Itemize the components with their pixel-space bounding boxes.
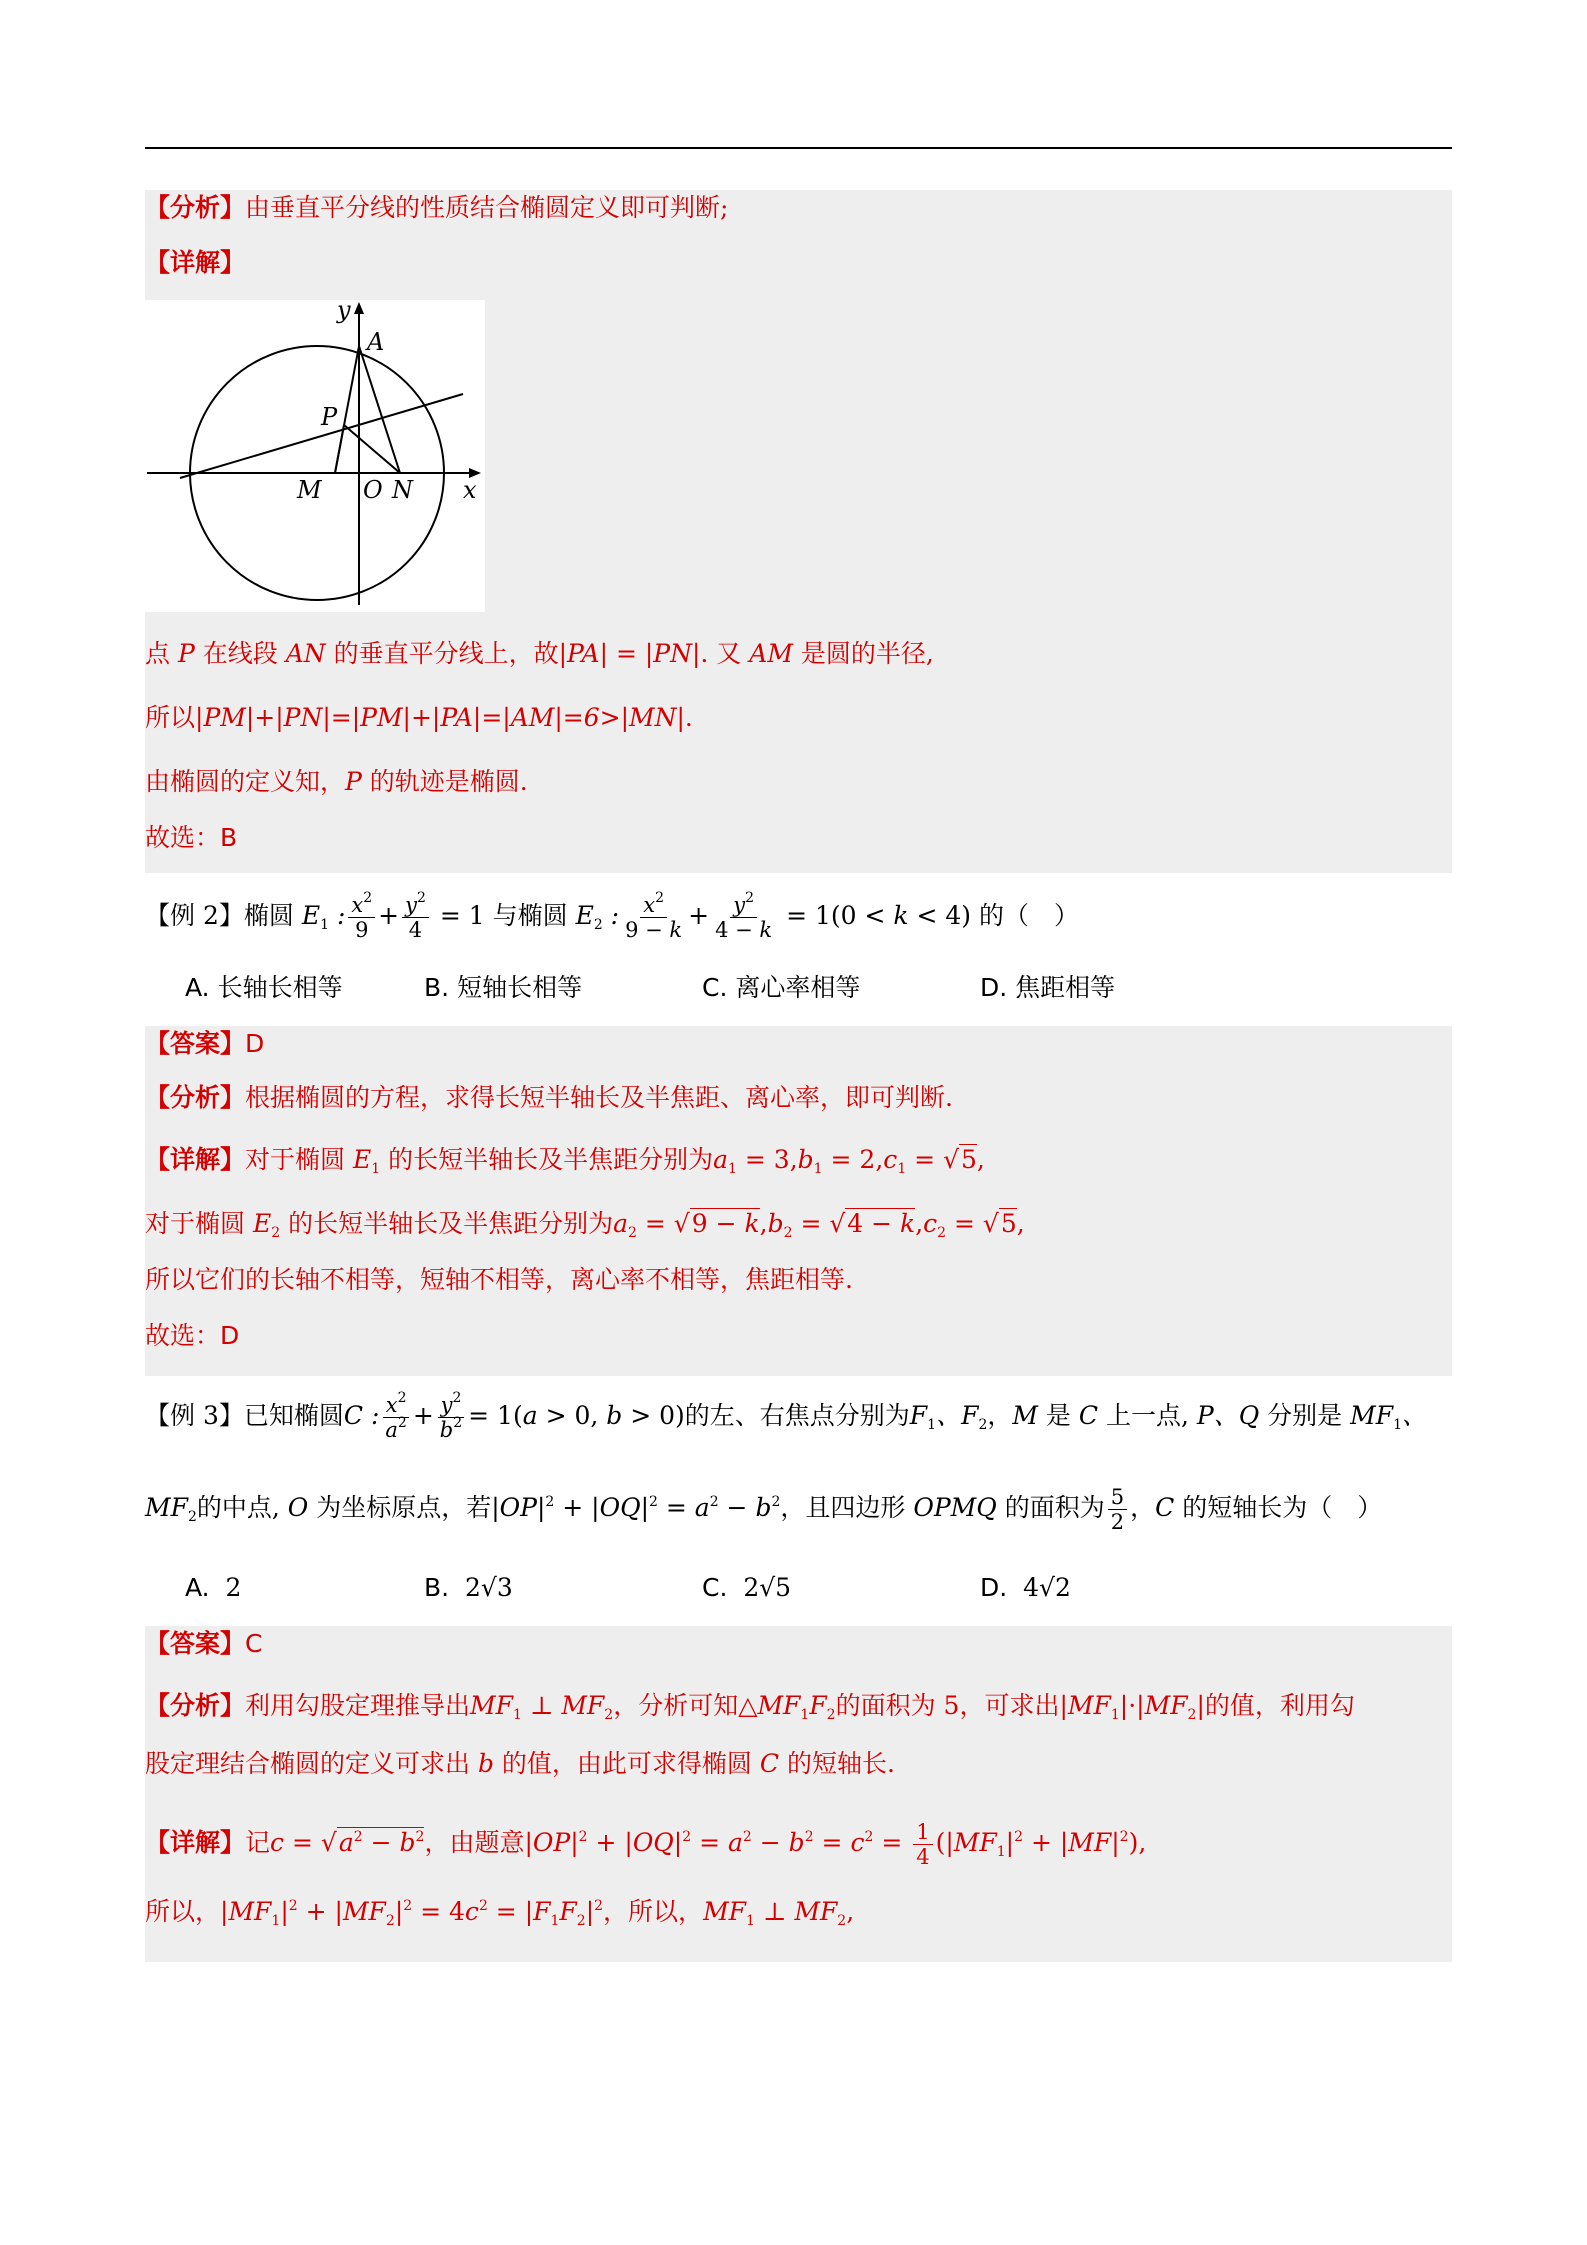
text: 与椭圆 [492,901,568,930]
text: 的短轴长为（ ） [1182,1493,1383,1522]
answer-line [145,1026,264,1062]
text: 的长短半轴长及半焦距分别为 [288,1209,614,1238]
detail-line-3 [145,764,528,800]
analysis-line-2: 股定理结合椭圆的定义可求出 b 的值，由此可求得椭圆 C 的短轴长. [145,1749,895,1778]
text: 已知椭圆 [243,1401,344,1430]
answer-value: C [245,1629,263,1658]
math: $a_2 = √9 - k,b_2 = √4 - k,c_2 = √5$ [613,1209,1017,1241]
option-text: 2 [225,1573,242,1602]
analysis-tag: 【分析】 [145,193,246,222]
choice: 故选：D [145,1321,240,1350]
option-key: A. [185,973,210,1002]
option-a [185,970,343,1006]
frac: $\frac{5}{2}$ [1108,1485,1127,1534]
text: 由椭圆的定义知， [145,767,346,796]
detail-line-2: 所以，$|MF_1|^2 + |MF_2|^2 = 4c^2 = |F_1F_2|^2$，所以，$MF_1$ ⊥ $MF_2$, [145,1897,855,1929]
text: 的面积为 [1004,1493,1105,1522]
option-a [185,1570,241,1606]
option-b [424,970,582,1006]
text: 的轨迹是椭圆. [369,767,528,796]
math: $|MF_1|\cdot|MF_2|$ [1059,1691,1205,1723]
math: $E_1$ [345,1145,381,1177]
detail-tag: 【详解】 [145,248,246,277]
option-d [980,1570,1071,1606]
math: $|OP|^2 + |OQ|^2 = a^2 - b^2$ [491,1493,781,1522]
frac: $\frac{1}{4}$ [913,1820,932,1869]
option-key: C. [702,1573,728,1602]
detail-line-3 [145,1262,853,1298]
label-y: y [337,300,351,324]
option-c [702,1570,791,1606]
text: 的中点, [196,1493,280,1522]
text: 股定理结合椭圆的定义可求出 [145,1749,471,1778]
label-o: O [363,476,383,504]
math: P [170,639,203,668]
text: 是 [1045,1401,1071,1430]
option-text: 2√5 [743,1573,792,1602]
option-c [702,970,860,1006]
text: 对于椭圆 [145,1209,246,1238]
example-3-question-line-1: 【例 3】已知椭圆C : $\frac{x^2}{a^2}$ + $\frac{y^2}{b^2}$ = 1(a > 0, b > 0)的左、右焦点分别为$F_1$、$F_2$，M 是 C 上一点, P、Q 分别是 $MF_1$、 [145,1390,1427,1442]
math: $MF_1$ ⊥ $MF_2$ [703,1897,847,1929]
option-text: 长轴长相等 [217,973,343,1002]
text: 的值，由此可求得椭圆 [501,1749,752,1778]
analysis-line [145,1080,953,1116]
text: . 又 [700,639,742,668]
text: 记 [245,1828,271,1857]
text: 在线段 [202,639,278,668]
text: ，由题意 [424,1828,525,1857]
frac: $\frac{x^2}{9}$ [348,893,375,942]
math: P [345,767,370,796]
label-x: x [463,476,477,504]
math: $(|MF_1|^2 + |MF|^2)$ [935,1828,1139,1860]
detail-line-1: 【详解】记$c = √a^2 - b^2$，由题意$|OP|^2 + |OQ|^2 = a^2 - b^2 = c^2$ = $\frac{1}{4}$ $(|MF_1|^2 + |MF|^2)$, [145,1820,1147,1869]
text: 点 [145,639,171,668]
math: AM [741,639,801,668]
answer-line [145,1626,262,1662]
choice-line [145,820,237,856]
ellipse-e2: $E_2$ : [575,901,620,933]
header-rule [145,147,1452,149]
choice-line [145,1318,239,1354]
example-2-tag: 【例 2】 [145,901,244,930]
text: 为坐标原点，若 [316,1493,492,1522]
analysis-line [145,190,728,226]
math: $MF_1$ ⊥ $MF_2$ [470,1691,614,1723]
detail-tag: 【详解】 [145,1828,246,1857]
text: ，可求出 [959,1691,1060,1720]
example-3-question-line-2: $MF_2$的中点, O 为坐标原点，若$|OP|^2 + |OQ|^2 = a^2 - b^2$，且四边形 OPMQ 的面积为 $\frac{5}{2}$ ，C 的短轴长为（ ） [145,1485,1383,1534]
ellipse-e1: $E_1$ : [301,901,346,933]
text: ，且四边形 [780,1493,906,1522]
solution-block-2 [145,1026,1452,1376]
detail-line-2 [145,700,693,736]
detail-line-1 [145,636,934,672]
text: ，分析可知 [613,1691,739,1720]
math: $|MF_1|^2 + |MF_2|^2 = 4c^2 = |F_1F_2|^2$ [220,1897,604,1929]
option-key: C. [702,973,728,1002]
math: $c = √a^2 - b^2$ [270,1828,425,1857]
analysis-line-1: 【分析】利用勾股定理推导出$MF_1$ ⊥ $MF_2$，分析可知$\triangle MF_1F_2$的面积为 5，可求出$|MF_1|\cdot|MF_2|$的值，利用勾 [145,1691,1355,1723]
frac: $\frac{y^2}{4}$ [402,893,429,942]
analysis-text: 由垂直平分线的性质结合椭圆定义即可判断; [245,193,729,222]
math: $MF_2$ [145,1493,197,1525]
text: 的垂直平分线上，故 [333,639,559,668]
option-text: 4√2 [1023,1573,1071,1602]
math: $a_1 = 3,b_1 = 2,c_1 = √5$ [713,1145,977,1177]
text: 所以， [145,1897,221,1926]
analysis-tag: 【分析】 [145,1691,246,1720]
circle-diagram [145,300,485,612]
text: 上一点, [1105,1401,1189,1430]
text: 所以它们的长轴不相等，短轴不相等，离心率不相等，焦距相等. [145,1265,853,1294]
detail-line-2: 对于椭圆 $E_2$ 的长短半轴长及半焦距分别为$a_2 = √9 - k,b_2 = √4 - k,c_2 = √5$, [145,1209,1025,1241]
option-text: 2√3 [465,1573,513,1602]
text: 所以 [145,703,196,732]
frac: $\frac{y^2}{b^2}$ [437,1393,465,1442]
frac: $\frac{y^2}{4 - k}$ [715,890,773,942]
example-2-question: 【例 2】椭圆 $E_1$ : $\frac{x^2}{9}$ + $\frac{y^2}{4}$ = 1 与椭圆 $E_2$ : $\frac{x^2}{9 - k}$ + $\frac{y^2}{4 - k}$ = 1(0 < k < 4) 的（ ） [145,890,1080,942]
geometry-figure [145,300,485,612]
option-text: 焦距相等 [1015,973,1116,1002]
detail-tag: 【详解】 [145,1145,246,1174]
option-d [980,970,1115,1006]
math: $|OP|^2 + |OQ|^2 = a^2 - b^2 = c^2$ = [524,1828,911,1857]
choice: 故选：B [145,823,238,852]
text: 椭圆 [243,901,294,930]
math: AN [277,639,334,668]
analysis-text: 根据椭圆的方程，求得长短半轴长及半焦距、离心率，即可判断. [245,1083,953,1112]
option-b [424,1570,513,1606]
text: 的短轴长. [786,1749,895,1778]
math: |PA| = |PN| [558,639,701,668]
math: $\triangle MF_1F_2$ [738,1691,836,1723]
label-m: M [297,476,322,504]
option-key: B. [424,1573,450,1602]
answer-tag: 【答案】 [145,1029,246,1058]
text: 的值，利用勾 [1204,1691,1355,1720]
option-key: D. [980,973,1008,1002]
answer-tag: 【答案】 [145,1629,246,1658]
frac: $\frac{x^2}{9 - k}$ [625,890,683,942]
math: $F_1$、$F_2$ [909,1401,988,1433]
text: . [684,703,693,732]
option-key: A. [185,1573,210,1602]
text: 的左、右焦点分别为 [684,1401,910,1430]
text: 的（ ） [979,901,1080,930]
example-3-tag: 【例 3】 [145,1401,244,1430]
option-text: 离心率相等 [735,973,861,1002]
formula: |PM|+|PN|=|PM|+|PA|=|AM|=6>|MN| [195,703,685,732]
text: 分别是 [1267,1401,1343,1430]
text: 对于椭圆 [245,1145,346,1174]
option-key: B. [424,973,450,1002]
text: 是圆的半径, [800,639,934,668]
answer-value: D [245,1029,265,1058]
text: 利用勾股定理推导出 [245,1691,471,1720]
label-p: P [321,403,338,431]
label-a: A [367,328,385,356]
detail-line-1: 【详解】对于椭圆 $E_1$ 的长短半轴长及半焦距分别为$a_1 = 3,b_1 = 2,c_1 = √5$, [145,1145,985,1177]
option-key: D. [980,1573,1008,1602]
math: C : [343,1401,380,1430]
frac: $\frac{x^2}{a^2}$ [382,1393,409,1442]
detail-line [145,245,245,281]
analysis-tag: 【分析】 [145,1083,246,1112]
text: 的长短半轴长及半焦距分别为 [388,1145,714,1174]
text: ，所以， [603,1897,704,1926]
label-n: N [392,476,413,504]
math: $E_2$ [245,1209,281,1241]
text: 的面积为 [835,1691,936,1720]
option-text: 短轴长相等 [457,973,583,1002]
